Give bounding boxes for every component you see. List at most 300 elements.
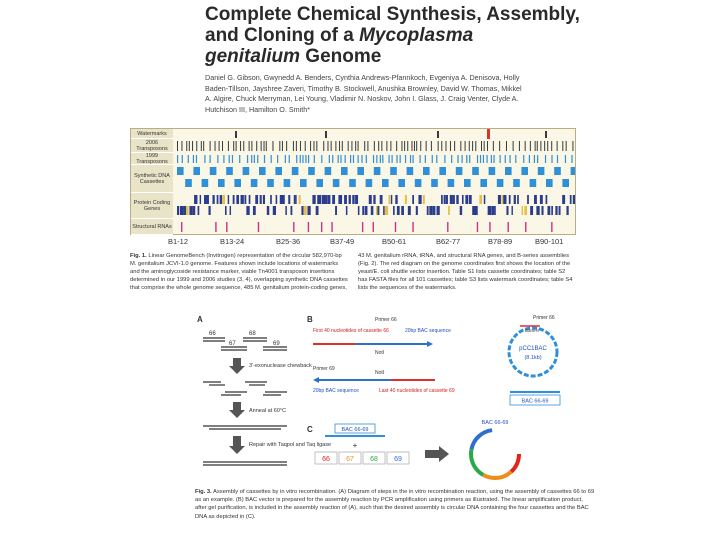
cassette-block (423, 167, 430, 175)
transposon-mark (411, 141, 412, 151)
gene-mark (183, 206, 186, 215)
figure-1-caption-text: Linear GenomeBench (Invitrogen) representation of the circular 582,970-bp M. genitalium JCVI-1.0 genome. Features shown include locations of watermarks and the aminoglycoside resistance marker, viable Tn4001 transposon insertions determined in our 1999 and 2006 studies (3, 4), overlapping synthetic DNA cassettes that comprise the whole genome sequence, 485 M. genitalium protein-coding genes, 43 M. genitalium rRNA, tRNA, and structural RNA genes, and B-series assemblies (Fig. 2). The red diagram on the genome coordinates first shows the location of the yeast/E. coli shuttle vector insertion. Table S1 lists cassette coordinates; table S2 has FASTA files for all 101 cassettes; table S3 lists watermark coordinates; table S4 lists the sequences of the watermarks. (130, 253, 573, 291)
rna-mark (331, 222, 332, 232)
watermark-track (235, 129, 547, 139)
cassette-block (218, 179, 225, 187)
author-list: Daniel G. Gibson, Gwynedd A. Benders, Cynthia Andrews-Pfannkoch, Evgeniya A. Denisova, Holly Baden-Tillson, Jayshree Zaveri, Timothy B. Stockwell, Anushka Brownley, David W. Thomas, Mikkel A. Algire, Chuck Merryman, Lei Young, Vladimir N. Noskov, John I. Glass, J. Craig Venter, Clyde A. Hutchison III, Hamilton O. Smith* (205, 73, 522, 114)
cassette-block (259, 167, 266, 175)
transposon-mark (562, 141, 563, 151)
gene-mark (517, 195, 519, 204)
transposon-mark (547, 141, 548, 151)
transposon-mark (293, 141, 294, 151)
transposon-mark (277, 155, 278, 163)
gene-mark (514, 195, 516, 204)
transposon-mark (296, 141, 297, 151)
ruler-label: B62-77 (436, 237, 461, 246)
transposon-mark (188, 155, 189, 163)
noti-top: NotI (375, 350, 385, 356)
step-repair: Repair with Taqpol and Taq ligase (249, 442, 332, 448)
transposon-mark (279, 141, 280, 151)
cassette-block (530, 179, 537, 187)
bamhi-label: BamHI (525, 328, 539, 333)
cassette-block (480, 179, 487, 187)
transposon-mark (254, 155, 255, 163)
transposon-mark (335, 141, 336, 151)
transposon-mark (480, 155, 481, 163)
gene-track (177, 195, 575, 215)
transposon-mark (551, 141, 552, 151)
figure-1-caption (130, 252, 576, 292)
transposon-mark (540, 141, 541, 151)
cassette-block (300, 179, 307, 187)
cassette-block (497, 179, 504, 187)
gene-mark (358, 206, 360, 215)
rna-mark (215, 222, 216, 232)
arrowhead-icon (427, 341, 433, 347)
primer-66-plasmid-label: Primer 66 (533, 315, 555, 321)
gene-mark (465, 195, 468, 204)
gene-mark (469, 195, 472, 204)
gene-mark (408, 206, 411, 215)
transposon-mark (571, 155, 572, 163)
gene-mark (418, 195, 421, 204)
ring-label: BAC 66-69 (481, 420, 509, 426)
transposon-1999-track (177, 155, 573, 163)
gene-mark (344, 195, 347, 204)
transposon-mark (523, 155, 524, 163)
cassette-block (415, 179, 422, 187)
transposon-mark (426, 141, 427, 151)
title-species: Mycoplasma (359, 25, 474, 46)
gene-mark (546, 195, 548, 204)
transposon-mark (353, 155, 354, 163)
cassette-block (308, 167, 315, 175)
gene-mark (192, 206, 195, 215)
transposon-mark (465, 141, 466, 151)
watermark-mark (235, 131, 237, 138)
transposon-mark (177, 155, 178, 163)
track-label-1999-transposons: 1999 Transposons (131, 153, 173, 165)
gene-mark (281, 195, 284, 204)
gene-mark (217, 195, 219, 204)
cassette-block (333, 179, 340, 187)
transposon-mark (566, 141, 567, 151)
cassette-block (464, 179, 471, 187)
step-chewback: 3'-exonuclease chewback (249, 363, 312, 369)
bac-seq-bottom-label: 20bp BAC sequence (313, 388, 359, 394)
gene-mark (416, 206, 418, 215)
primer-69-label: Primer 69 (313, 366, 335, 372)
gene-mark (489, 206, 491, 215)
transposon-mark (469, 155, 470, 163)
gene-mark (527, 195, 529, 204)
figure-3-label: Fig. 3. (195, 489, 212, 495)
gene-mark (503, 195, 506, 204)
transposon-mark (414, 141, 415, 151)
cassette-block (292, 167, 299, 175)
gene-mark (566, 206, 568, 215)
transposon-mark (500, 155, 501, 163)
gene-mark (189, 206, 192, 215)
title-line-1: Complete Chemical Synthesis, Assembly, (205, 4, 580, 25)
transposon-mark (228, 141, 229, 151)
gene-mark (541, 206, 543, 215)
transposon-mark (239, 155, 240, 163)
gene-mark (448, 206, 450, 215)
figure-3 (195, 312, 585, 487)
transposon-mark (460, 141, 461, 151)
primer-66-label: Primer 66 (375, 317, 397, 323)
panel-a-diagram (203, 331, 331, 465)
cassette-number: 69 (273, 341, 280, 347)
figure-3-caption-text: Assembly of cassettes by in vitro recombination. (A) Diagram of steps in the in vitro recombination reaction, using the assembly of cassettes 66 to 69 as an example. (B) BAC vector is prepared for the assembly reaction by PCR amplification using primers as illustrated. The linear amplification product, after gel purification, is included in the assembly reaction of (A), such that the desired assembly is circular DNA containing the four cassettes and the BAC DNA as depicted in (C). (195, 489, 595, 520)
transposon-mark (271, 155, 272, 163)
transposon-mark (302, 155, 303, 163)
transposon-mark (219, 141, 220, 151)
cassette-row (315, 452, 409, 464)
gene-mark (377, 206, 379, 215)
transposon-mark (256, 141, 257, 151)
transposon-mark (493, 155, 494, 163)
transposon-mark (475, 141, 476, 151)
transposon-mark (203, 141, 204, 151)
transposon-mark (376, 155, 377, 163)
gene-mark (472, 206, 475, 215)
gene-mark (573, 195, 575, 204)
transposon-mark (410, 155, 411, 163)
gene-mark (479, 195, 482, 204)
transposon-mark (557, 155, 558, 163)
transposon-mark (388, 155, 389, 163)
cassette-block (374, 167, 381, 175)
gene-mark (299, 195, 301, 204)
rna-track (181, 222, 553, 232)
transposon-2006-track (177, 141, 573, 151)
gene-mark (395, 195, 397, 204)
transposon-mark (348, 141, 349, 151)
gene-mark (309, 206, 311, 215)
transposon-mark (378, 141, 379, 151)
transposon-mark (308, 155, 309, 163)
gene-mark (491, 206, 494, 215)
transposon-mark (192, 141, 193, 151)
cassette-block (489, 167, 496, 175)
rna-mark (447, 222, 448, 232)
gene-mark (270, 195, 272, 204)
transposon-mark (345, 155, 346, 163)
gene-mark (522, 206, 524, 215)
transposon-mark (390, 141, 391, 151)
transposon-mark (481, 141, 482, 151)
cassette-block (439, 167, 446, 175)
transposon-mark (400, 155, 401, 163)
gene-mark (200, 195, 201, 204)
gene-mark (198, 206, 200, 215)
gene-mark (312, 195, 315, 204)
gene-mark (180, 206, 183, 215)
transposon-mark (264, 155, 265, 163)
plasmid-size: (8.1kb) (524, 355, 542, 361)
transposon-mark (313, 141, 314, 151)
gene-mark (369, 195, 372, 204)
transposon-mark (261, 141, 262, 151)
paper-title (205, 4, 585, 67)
plus-sign: + (352, 441, 358, 450)
transposon-mark (513, 141, 514, 151)
gene-mark (267, 206, 269, 215)
rna-mark (293, 222, 294, 232)
transposon-mark (247, 155, 248, 163)
transposon-mark (355, 141, 356, 151)
bac-input-label: BAC 66-69 (341, 427, 369, 433)
gene-mark (295, 195, 296, 204)
gene-mark (276, 195, 278, 204)
transposon-mark (412, 155, 413, 163)
gene-mark (441, 195, 443, 204)
assembly-ruler (130, 236, 576, 248)
transposon-mark (367, 141, 368, 151)
track-label-cassettes: Synthetic DNA Cassettes (131, 165, 173, 193)
transposon-mark (236, 141, 237, 151)
transposon-mark (249, 141, 250, 151)
transposon-mark (381, 141, 382, 151)
transposon-mark (222, 141, 223, 151)
gene-mark (263, 195, 265, 204)
cassette-block (366, 179, 373, 187)
transposon-mark (204, 155, 205, 163)
transposon-mark (499, 141, 500, 151)
first-40-label: First 40 nucleotides of cassette 66 (313, 328, 389, 334)
arrow-down-icon (229, 358, 245, 374)
transposon-mark (243, 141, 244, 151)
gene-mark (401, 206, 404, 215)
transposon-mark (186, 141, 187, 151)
rna-mark (477, 222, 478, 232)
transposon-mark (189, 141, 190, 151)
transposon-mark (300, 141, 301, 151)
transposon-mark (405, 155, 406, 163)
transposon-mark (425, 155, 426, 163)
cassette-number: 69 (394, 456, 402, 463)
watermark-mark (325, 131, 327, 138)
noti-bottom: NotI (375, 370, 385, 376)
gene-mark (380, 195, 383, 204)
bac-seq-top-label: 20bp BAC sequence (405, 328, 451, 334)
title-line-2 (205, 25, 585, 46)
transposon-mark (451, 155, 452, 163)
track-label-rnas: Structural RNAs (131, 219, 173, 235)
gene-mark (255, 195, 258, 204)
gene-mark (433, 206, 436, 215)
gene-mark (206, 195, 209, 204)
ruler-label: B13-24 (220, 237, 245, 246)
transposon-mark (314, 155, 315, 163)
transposon-mark (374, 141, 375, 151)
gene-mark (498, 195, 501, 204)
transposon-mark (196, 141, 197, 151)
transposon-mark (407, 141, 408, 151)
cassette-block (284, 179, 291, 187)
cassette-block (398, 179, 405, 187)
gene-mark (423, 195, 425, 204)
transposon-mark (229, 155, 230, 163)
gene-mark (335, 206, 337, 215)
gene-mark (540, 195, 543, 204)
gene-mark (316, 206, 319, 215)
gene-mark (484, 195, 486, 204)
gene-mark (177, 206, 179, 215)
gene-mark (228, 195, 229, 204)
transposon-mark (487, 141, 488, 151)
cassette-block (538, 167, 545, 175)
gene-mark (236, 195, 239, 204)
gene-mark (462, 195, 464, 204)
gene-mark (346, 206, 348, 215)
transposon-mark (486, 155, 487, 163)
transposon-mark (565, 155, 566, 163)
gene-mark (303, 206, 306, 215)
transposon-mark (466, 155, 467, 163)
figure-3-caption (195, 488, 595, 521)
cassette-number: 67 (346, 456, 354, 463)
panel-c-label: C (307, 425, 313, 434)
transposon-mark (331, 141, 332, 151)
plasmid-circle (509, 328, 557, 376)
ruler-label: B25-36 (276, 237, 301, 246)
track-label-watermarks: Watermarks (131, 129, 173, 139)
rna-mark (395, 222, 396, 232)
cassette-block (448, 179, 455, 187)
transposon-mark (420, 141, 421, 151)
transposon-mark (483, 155, 484, 163)
gene-mark (506, 206, 508, 215)
transposon-mark (300, 155, 301, 163)
transposon-mark (444, 155, 445, 163)
transposon-mark (339, 141, 340, 151)
gene-mark (412, 195, 414, 204)
gene-mark (208, 206, 210, 215)
gene-mark (194, 195, 197, 204)
cassette-number: 66 (322, 456, 330, 463)
gene-mark (225, 206, 227, 215)
cassette-block (571, 167, 575, 175)
ruler-label: B37-49 (330, 237, 355, 246)
cassette-block (341, 167, 348, 175)
cassette-block (316, 179, 323, 187)
gene-mark (551, 206, 553, 215)
gene-mark (365, 206, 368, 215)
gene-mark (393, 206, 395, 215)
gene-mark (444, 195, 446, 204)
transposon-mark (484, 141, 485, 151)
transposon-mark (257, 155, 258, 163)
gene-mark (460, 206, 462, 215)
transposon-mark (251, 155, 252, 163)
gene-mark (285, 206, 287, 215)
arrow-right-icon (425, 446, 449, 462)
gene-mark (391, 195, 392, 204)
transposon-mark (420, 155, 421, 163)
transposon-mark (264, 141, 265, 151)
transposon-mark (289, 155, 290, 163)
transposon-mark (217, 155, 218, 163)
transposon-mark (272, 141, 273, 151)
transposon-mark (506, 141, 507, 151)
gene-mark (388, 195, 390, 204)
cassette-block (357, 167, 364, 175)
transposon-mark (327, 141, 328, 151)
transposon-mark (342, 141, 343, 151)
transposon-mark (572, 141, 573, 151)
transposon-mark (534, 155, 535, 163)
gene-mark (429, 206, 432, 215)
gene-mark (349, 195, 351, 204)
cassette-block (390, 167, 397, 175)
cassette-block (251, 179, 258, 187)
watermark-mark (437, 131, 439, 138)
gene-mark (352, 195, 354, 204)
rna-mark (308, 222, 309, 232)
transposon-mark (282, 141, 283, 151)
transposon-mark (404, 141, 405, 151)
transposon-mark (441, 141, 442, 151)
transposon-mark (472, 141, 473, 151)
gene-mark (555, 206, 557, 215)
panel-c-diagram (315, 420, 519, 478)
gene-mark (220, 195, 222, 204)
transposon-mark (201, 141, 202, 151)
watermark-red-mark (487, 129, 490, 139)
transposon-mark (321, 155, 322, 163)
cassette-block (456, 167, 463, 175)
gene-mark (397, 206, 400, 215)
transposon-mark (338, 155, 339, 163)
ruler-label: B50-61 (382, 237, 407, 246)
gene-mark (280, 195, 282, 204)
rna-mark (181, 222, 182, 232)
transposon-mark (310, 141, 311, 151)
gene-mark (438, 206, 440, 215)
gene-mark (475, 206, 478, 215)
transposon-mark (529, 155, 530, 163)
transposon-mark (323, 141, 324, 151)
gene-mark (534, 195, 537, 204)
cassette-block (177, 167, 184, 175)
rna-mark (226, 222, 227, 232)
ruler-label: B90-101 (535, 237, 564, 246)
cassette-block (226, 167, 233, 175)
rna-mark (373, 222, 374, 232)
ruler-label: B78-89 (488, 237, 513, 246)
step-anneal: Anneal at 60°C (249, 408, 287, 414)
transposon-mark (380, 155, 381, 163)
figure-1-label: Fig. 1. (130, 253, 147, 259)
gene-mark (273, 206, 276, 215)
transposon-mark (551, 155, 552, 163)
gene-mark (319, 195, 321, 204)
gene-mark (326, 195, 328, 204)
gene-mark (512, 206, 513, 215)
title-line-2-text: and Cloning of a (205, 25, 360, 46)
rna-mark (412, 222, 413, 232)
rna-mark (525, 222, 526, 232)
transposon-mark (477, 155, 478, 163)
transposon-mark (366, 155, 367, 163)
transposon-mark (457, 155, 458, 163)
transposon-mark (535, 141, 536, 151)
transposon-mark (316, 141, 317, 151)
gene-mark (260, 195, 262, 204)
